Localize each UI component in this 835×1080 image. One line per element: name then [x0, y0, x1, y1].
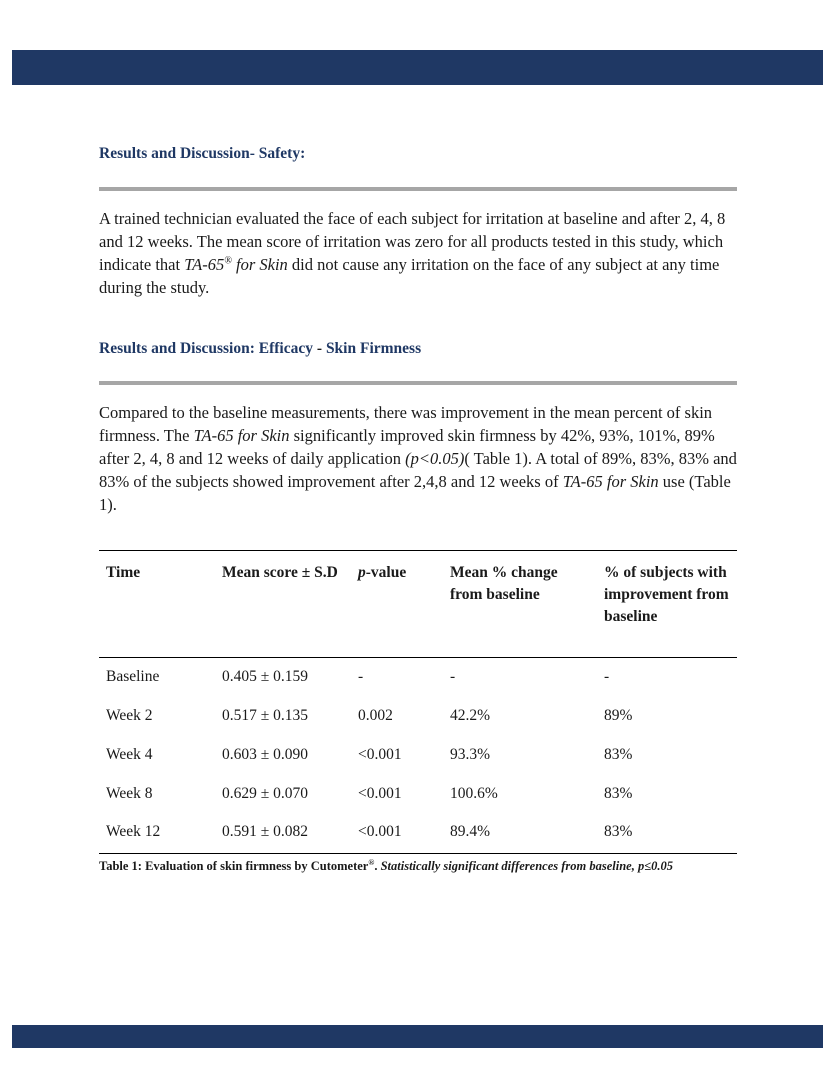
table-bottom-rule: [99, 853, 737, 854]
table-header-rule: [99, 657, 737, 658]
cell-mean-change: 42.2%: [450, 707, 491, 724]
safety-text-2: did not cause any irritation on the face of any subject at any time during the study.: [99, 255, 720, 297]
cell-mean-score: 0.591 ± 0.082: [222, 823, 309, 840]
cell-subjects-improved: -: [604, 668, 610, 685]
efficacy-heading: Results and Discussion: Efficacy - Skin Firmness: [99, 340, 422, 357]
safety-heading: Results and Discussion- Safety:: [99, 145, 306, 162]
efficacy-divider: [99, 381, 737, 385]
cell-mean-score: 0.603 ± 0.090: [222, 746, 309, 763]
efficacy-product-name-2: TA-65 for Skin: [562, 472, 659, 491]
cell-p-value: <0.001: [358, 823, 402, 840]
header-band: [12, 50, 823, 85]
header-mean-score: Mean score ± S.D: [222, 564, 338, 581]
efficacy-product-name: TA-65 for Skin: [193, 426, 290, 445]
efficacy-paragraph: [99, 401, 739, 516]
efficacy-text-2: significantly improved skin firmness by 42%, 93%, 101%, 89% after 2, 4, 8 and 12 weeks of daily application: [99, 426, 715, 468]
header-time: Time: [106, 564, 141, 581]
safety-paragraph: [99, 207, 739, 299]
table-top-rule: [99, 550, 737, 551]
cell-p-value: 0.002: [358, 707, 393, 724]
cell-mean-score: 0.629 ± 0.070: [222, 785, 309, 802]
safety-product-name: TA-65® for Skin: [184, 255, 288, 274]
cell-mean-change: 93.3%: [450, 746, 491, 763]
cell-mean-change: -: [450, 668, 456, 685]
cell-mean-score: 0.405 ± 0.159: [222, 668, 309, 685]
cell-time: Week 4: [106, 746, 153, 763]
cell-p-value: <0.001: [358, 785, 402, 802]
efficacy-text-1: Compared to the baseline measurements, there was improvement in the mean percent of skin firmness. The: [99, 403, 713, 445]
cell-subjects-improved: 83%: [604, 785, 633, 802]
cell-p-value: -: [358, 668, 364, 685]
header-p-value: p-value: [358, 564, 407, 581]
cell-subjects-improved: 83%: [604, 746, 633, 763]
caption-significance-note: Statistically significant differences from baseline, p≤0.05: [380, 859, 673, 873]
cell-mean-score: 0.517 ± 0.135: [222, 707, 309, 724]
cell-time: Baseline: [106, 668, 160, 685]
header-subjects-improved: % of subjects with improvement from baseline: [604, 564, 729, 625]
efficacy-text-3: ( Table 1). A total of 89%, 83%, 83% and 83% of the subjects showed improvement after 2,4,8 and 12 weeks of: [99, 449, 737, 491]
cell-time: Week 2: [106, 707, 153, 724]
cell-mean-change: 89.4%: [450, 823, 491, 840]
cell-mean-change: 100.6%: [450, 785, 498, 802]
table-caption: Table 1: Evaluation of skin firmness by Cutometer®. Statistically significant differences from baseline, p≤0.05: [99, 857, 673, 873]
cell-time: Week 12: [106, 823, 161, 840]
footer-band: [12, 1025, 823, 1048]
cell-subjects-improved: 89%: [604, 707, 633, 724]
cell-subjects-improved: 83%: [604, 823, 633, 840]
efficacy-p-value: (p<0.05): [405, 449, 465, 468]
header-mean-change: Mean % change from baseline: [450, 564, 558, 603]
cell-p-value: <0.001: [358, 746, 402, 763]
safety-divider: [99, 187, 737, 191]
safety-text-1: A trained technician evaluated the face of each subject for irritation at baseline and after 2, 4, 8 and 12 weeks. The mean score of irritation was zero for all products tested in this study, which indicate that: [99, 209, 726, 274]
cell-time: Week 8: [106, 785, 153, 802]
efficacy-text-4: use (Table 1).: [99, 472, 731, 514]
